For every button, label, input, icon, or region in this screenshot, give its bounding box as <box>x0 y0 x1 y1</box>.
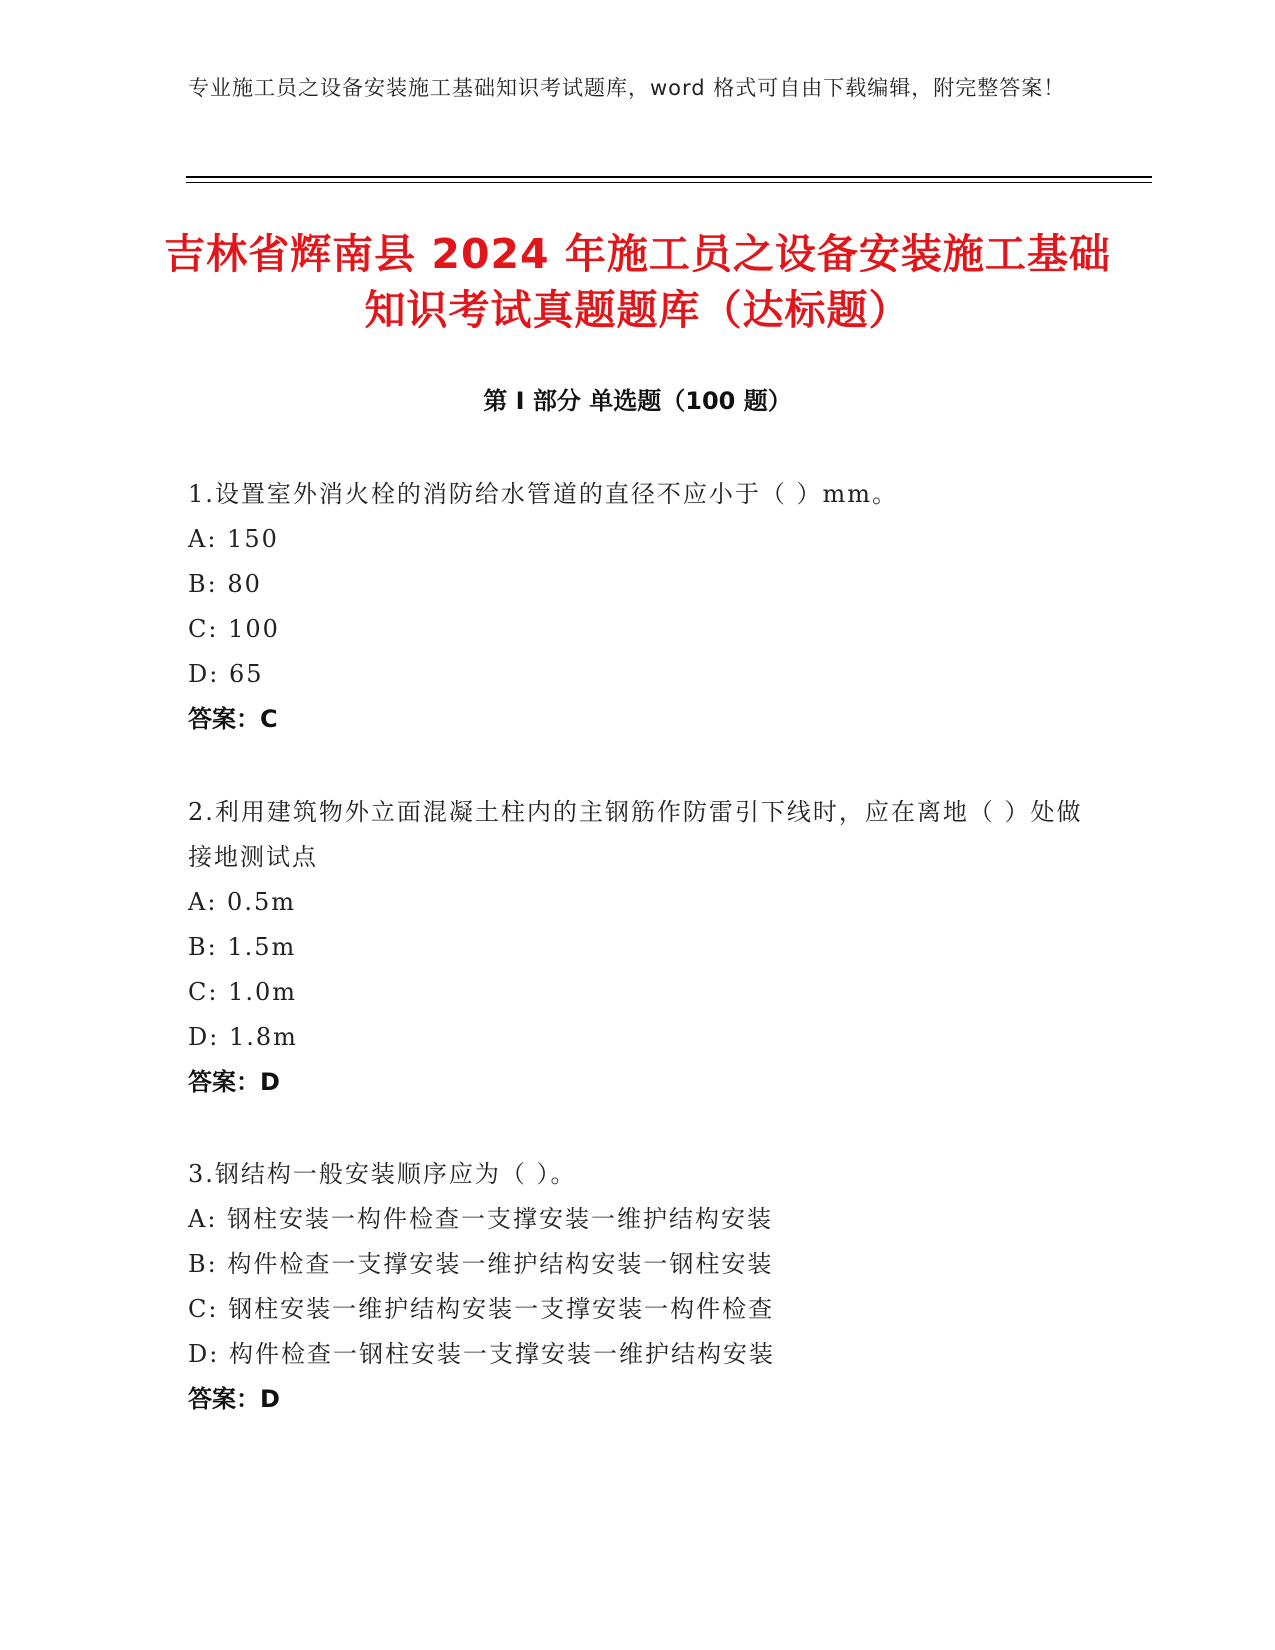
question-stem: 1.设置室外消火栓的消防给水管道的直径不应小于（ ）mm。 <box>188 480 899 508</box>
option-d: D: 65 <box>188 660 264 688</box>
option-b: B: 80 <box>188 570 262 598</box>
question-block <box>188 472 1088 742</box>
page-header-note: 专业施工员之设备安装施工基础知识考试题库，word 格式可自由下载编辑，附完整答案！ <box>188 76 1066 100</box>
header-divider-thin <box>186 182 1152 183</box>
question-stem: 3.钢结构一般安装顺序应为（ ）。 <box>188 1160 577 1188</box>
answer-line: 答案：D <box>188 1068 280 1096</box>
header-divider-thick <box>186 176 1152 178</box>
option-a: A: 150 <box>188 525 279 553</box>
option-c: C: 1.0m <box>188 978 298 1006</box>
option-b: B: 构件检查一支撑安装一维护结构安装一钢柱安装 <box>188 1250 774 1278</box>
option-b: B: 1.5m <box>188 933 297 961</box>
question-block <box>188 1152 1088 1422</box>
document-title: 吉林省辉南县 2024 年施工员之设备安装施工基础知识考试真题题库（达标题） <box>164 230 1111 334</box>
option-c: C: 钢柱安装一维护结构安装一支撑安装一构件检查 <box>188 1295 775 1323</box>
question-block <box>188 790 1088 1105</box>
option-a: A: 0.5m <box>188 888 296 916</box>
answer-line: 答案：C <box>188 705 278 733</box>
option-a: A: 钢柱安装一构件检查一支撑安装一维护结构安装 <box>188 1205 774 1233</box>
option-d: D: 1.8m <box>188 1023 298 1051</box>
section-title: 第 I 部分 单选题（100 题） <box>483 387 792 415</box>
question-stem: 2.利用建筑物外立面混凝土柱内的主钢筋作防雷引下线时，应在离地（ ）处做接地测试点 <box>188 798 1083 871</box>
option-d: D: 构件检查一钢柱安装一支撑安装一维护结构安装 <box>188 1340 775 1368</box>
answer-line: 答案：D <box>188 1385 280 1413</box>
option-c: C: 100 <box>188 615 280 643</box>
